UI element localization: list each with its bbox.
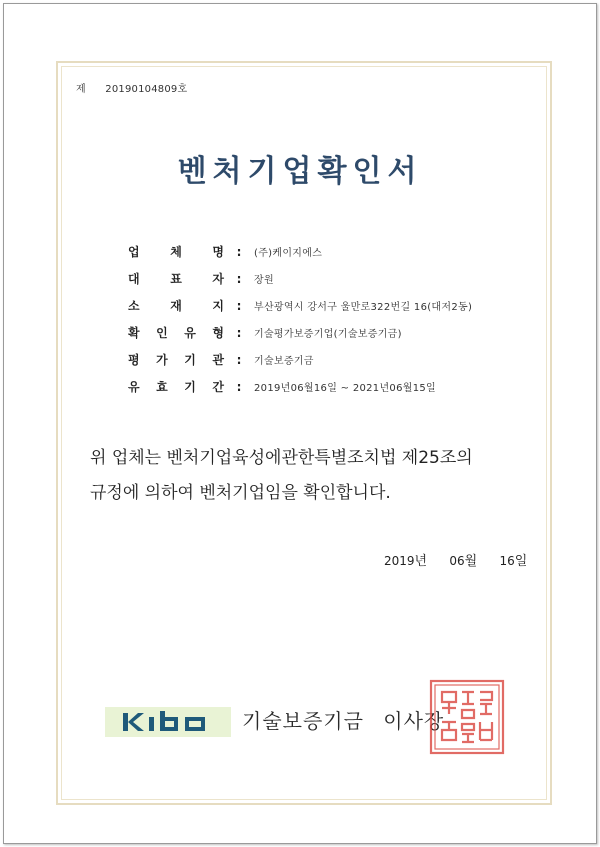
field-value: (주)케이지에스 [254, 248, 323, 259]
issuer-name [242, 705, 444, 734]
issue-day: 16 [499, 554, 515, 568]
field-row [128, 373, 548, 400]
field-label: 소 재 지 [128, 299, 224, 313]
issue-year: 2019 [384, 554, 415, 568]
kibo-logo [105, 707, 231, 737]
kibo-logo-icon [105, 707, 231, 737]
certificate-number-prefix: 제 [76, 84, 86, 95]
issue-date [384, 550, 527, 569]
field-value: 2019년06월16일 ~ 2021년06월15일 [254, 383, 436, 394]
statement-line-2: 규정에 의하여 벤처기업임을 확인합니다. [90, 483, 391, 503]
field-colon: : [236, 325, 242, 340]
field-colon: : [236, 271, 242, 286]
company-info-table [128, 238, 548, 400]
document-title: 벤처기업확인서 [177, 154, 423, 189]
field-value: 기술평가보증기업(기술보증기금) [254, 329, 402, 340]
field-value: 장원 [254, 275, 274, 286]
field-colon: : [236, 244, 242, 259]
field-value: 부산광역시 강서구 울만로322번길 16(대저2동) [254, 302, 473, 313]
field-label: 확 인 유 형 [128, 326, 224, 340]
field-row [128, 238, 548, 265]
field-label: 평 가 기 관 [128, 353, 224, 367]
field-colon: : [236, 352, 242, 367]
field-colon: : [236, 379, 242, 394]
issue-month: 06 [449, 554, 465, 568]
field-row [128, 319, 548, 346]
field-row [128, 346, 548, 373]
field-row [128, 265, 548, 292]
issuer-position: 이사장 [383, 709, 445, 733]
official-seal-icon [428, 678, 506, 756]
confirmation-statement [90, 441, 550, 511]
statement-line-1: 위 업체는 벤처기업육성에관한특별조치법 제25조의 [90, 448, 473, 468]
field-row [128, 292, 548, 319]
field-value: 기술보증기금 [254, 356, 314, 367]
year-unit: 년 [414, 554, 428, 569]
issuer-organization: 기술보증기금 [242, 709, 364, 733]
field-colon: : [236, 298, 242, 313]
day-unit: 일 [514, 554, 528, 569]
certificate-number [76, 80, 187, 95]
month-unit: 월 [464, 554, 478, 569]
field-label: 업 체 명 [128, 245, 224, 259]
field-label: 대 표 자 [128, 272, 224, 286]
certificate-number-value: 20190104809호 [105, 84, 188, 95]
field-label: 유 효 기 간 [128, 380, 224, 394]
